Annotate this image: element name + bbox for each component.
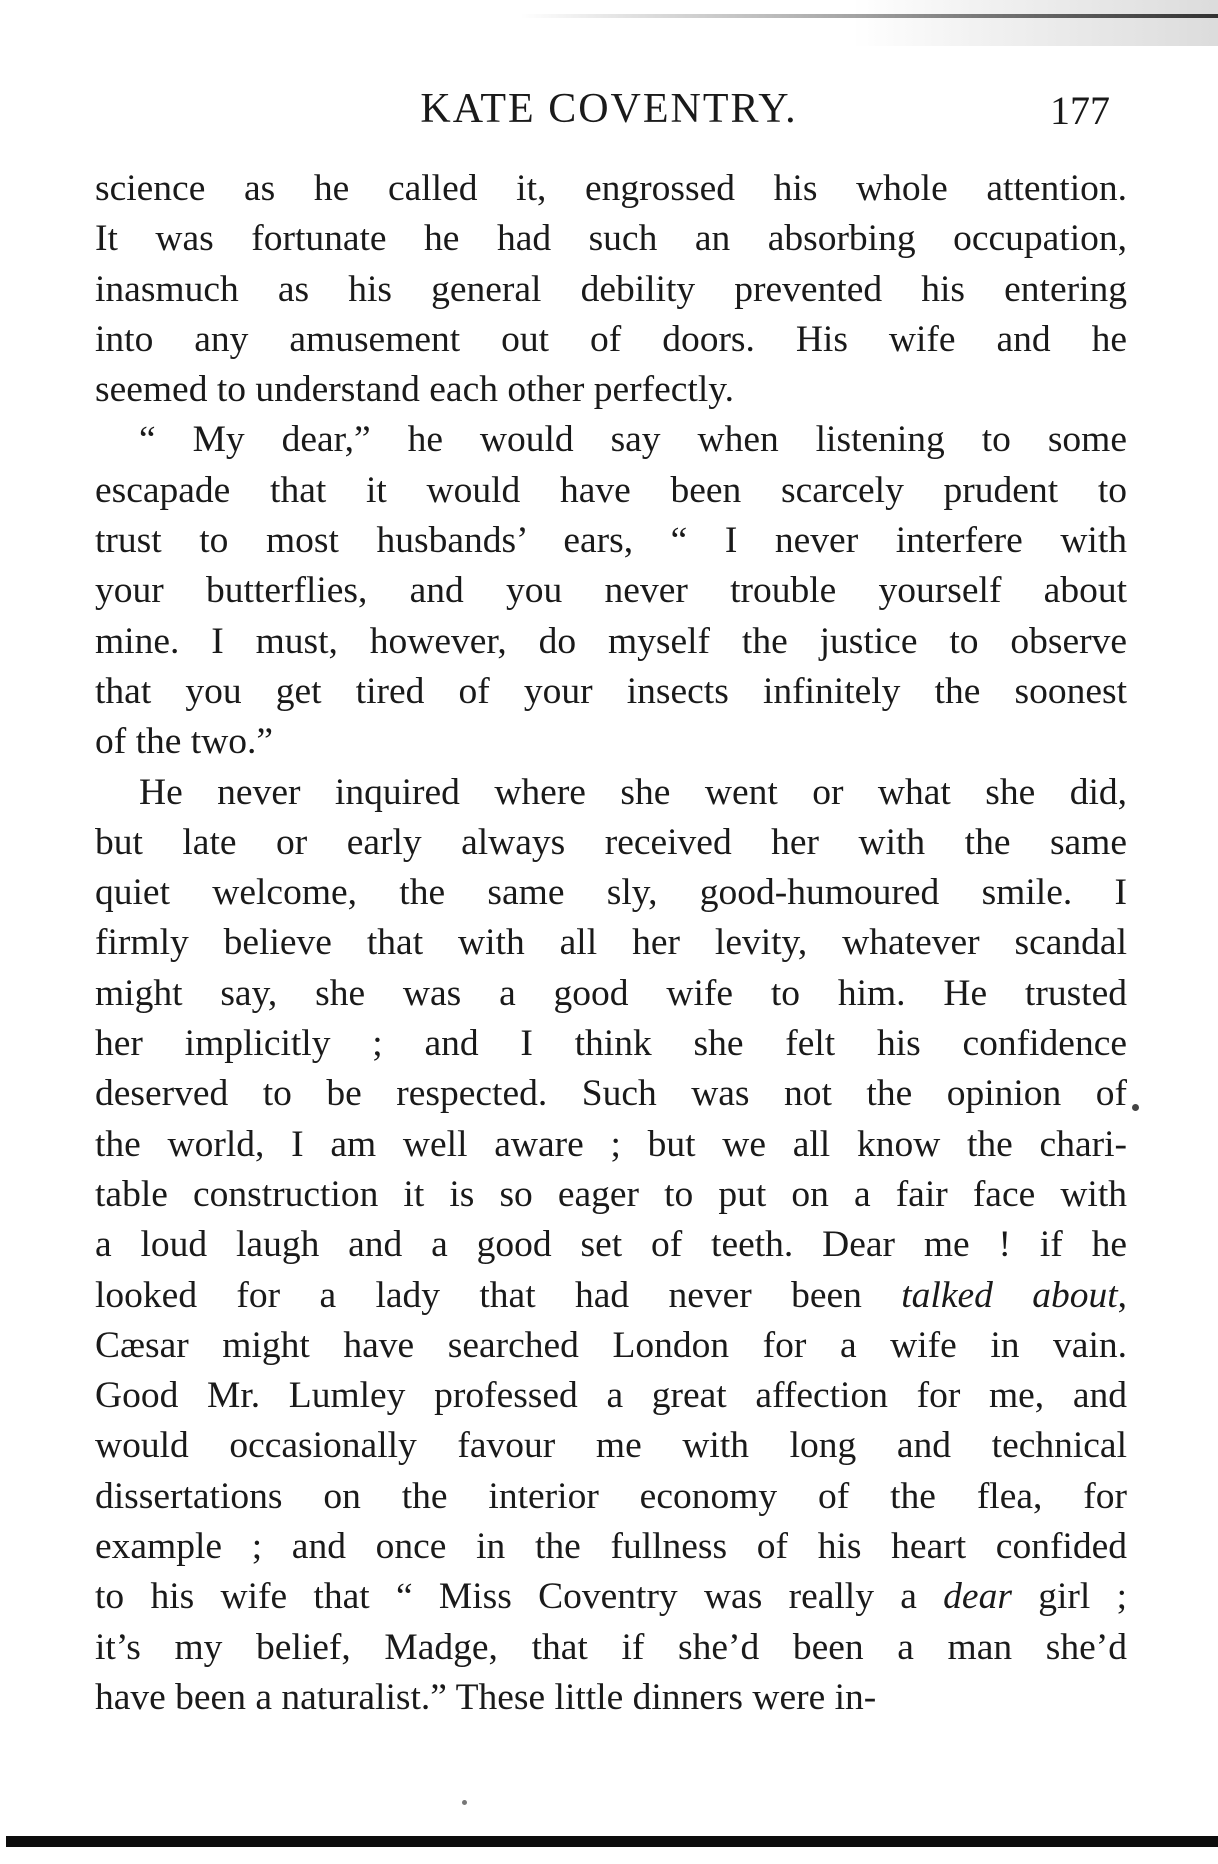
text-line: might say, she was a good wife to him. He trusted <box>95 972 1127 1014</box>
text-line: “ My dear,” he would say when listening to some <box>139 419 1127 461</box>
text-line: dissertations on the interior economy of the flea, for <box>95 1475 1127 1517</box>
italic-text: talked about <box>901 1274 1118 1316</box>
text-line: into any amusement out of doors. His wife and he <box>95 318 1127 360</box>
text-line: Cæsar might have searched London for a wife in vain. <box>95 1324 1127 1366</box>
text-line: seemed to understand each other perfectly. <box>95 369 734 411</box>
text-line: your butterflies, and you never trouble yourself about <box>95 570 1127 612</box>
body-text <box>95 164 1127 1723</box>
text-line: a loud laugh and a good set of teeth. Dear me ! if he <box>95 1224 1127 1266</box>
text-line: her implicitly ; and I think she felt his confidence <box>95 1023 1127 1065</box>
italic-text: dear <box>943 1576 1012 1618</box>
text-line: but late or early always received her with the same <box>95 821 1127 863</box>
text-line: that you get tired of your insects infinitely the soonest <box>95 670 1127 712</box>
text-line: deserved to be respected. Such was not the opinion of <box>95 1073 1127 1115</box>
scan-speck <box>462 1800 467 1805</box>
running-title: KATE COVENTRY. <box>420 86 798 132</box>
text-span: girl ; <box>1011 1576 1127 1618</box>
text-line: science as he called it, engrossed his whole attention. <box>95 168 1127 209</box>
text-span: to his wife that “ Miss Coventry was really a <box>95 1576 944 1618</box>
text-line: It was fortunate he had such an absorbing occupation, <box>95 218 1127 260</box>
text-line <box>95 1271 1127 1321</box>
text-line: inasmuch as his general debility prevented his entering <box>95 268 1127 310</box>
scan-edge-shading <box>0 0 1218 46</box>
text-line: firmly believe that with all her levity, whatever scandal <box>95 922 1127 964</box>
text-line: table construction it is so eager to put on a fair face with <box>95 1173 1127 1215</box>
scan-top-edge <box>520 14 1218 18</box>
text-line: it’s my belief, Madge, that if she’d been a man she’d <box>95 1626 1127 1668</box>
text-line: have been a naturalist.” These little dinners were in- <box>95 1676 877 1718</box>
running-head <box>0 84 1218 134</box>
text-line <box>95 1572 1127 1622</box>
text-line: He never inquired where she went or what she did, <box>139 771 1127 813</box>
text-line: would occasionally favour me with long and technical <box>95 1425 1127 1467</box>
text-span: looked for a lady that had never been <box>95 1274 902 1316</box>
text-line: escapade that it would have been scarcely prudent to <box>95 469 1127 511</box>
text-line: mine. I must, however, do myself the justice to observe <box>95 620 1127 662</box>
scan-speck <box>1132 1104 1139 1111</box>
text-line: Good Mr. Lumley professed a great affection for me, and <box>95 1375 1127 1417</box>
text-line: the world, I am well aware ; but we all know the chari- <box>95 1123 1127 1165</box>
text-span: , <box>1117 1274 1128 1316</box>
text-line: quiet welcome, the same sly, good-humoured smile. I <box>95 872 1127 914</box>
scan-bottom-edge <box>6 1836 1218 1847</box>
text-line: trust to most husbands’ ears, “ I never interfere with <box>95 520 1127 562</box>
text-line: of the two.” <box>95 721 274 763</box>
page-number: 177 <box>1050 88 1110 133</box>
text-line: example ; and once in the fullness of his heart confided <box>95 1526 1127 1568</box>
